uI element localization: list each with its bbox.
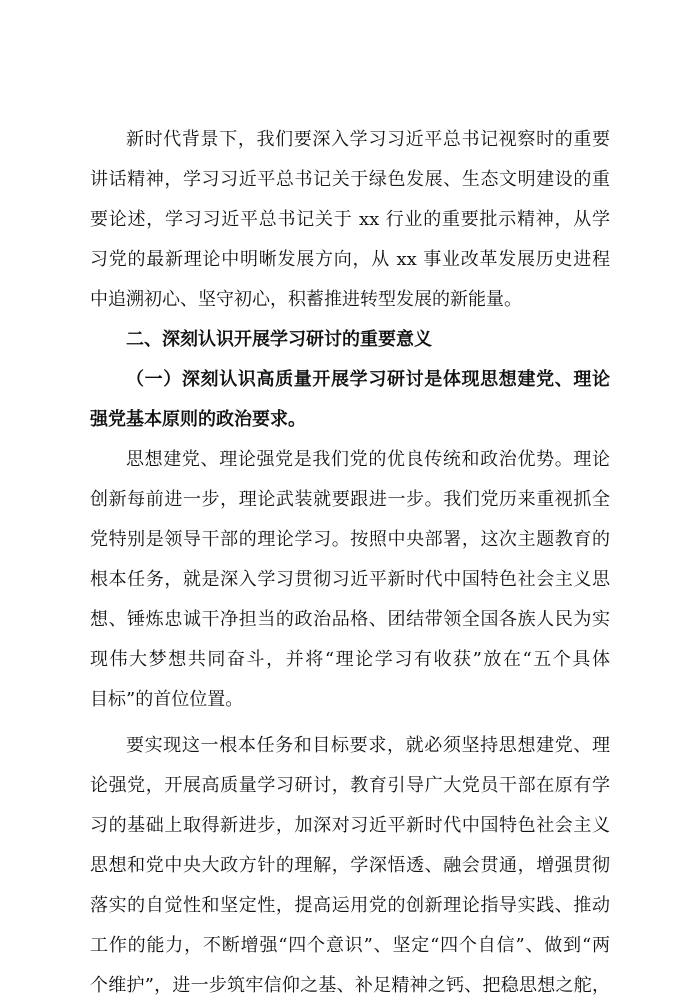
paragraph-line: 党特别是领导干部的理论学习。按照中央部署，这次主题教育的 [90,529,610,550]
paragraph-line: 创新每前进一步，理论武装就要跟进一步。我们党历来重视抓全 [90,489,610,510]
paragraph-line: 目标”的首位位置。 [90,689,244,710]
paragraph-line: 思想和党中央大政方针的理解，学深悟透、融会贯通，增强贯彻 [90,855,610,876]
paragraph-line: 要论述，学习习近平总书记关于 xx 行业的重要批示精神，从学 [90,209,610,230]
paragraph-line: 个维护”，进一步筑牢信仰之基、补足精神之钙、把稳思想之舵， [90,975,610,996]
document-body [90,120,610,1006]
paragraph-line: 落实的自觉性和坚定性，提高运用党的创新理论指导实践、推动 [90,895,610,916]
subsection-heading-line: 强党基本原则的政治要求。 [90,409,306,430]
paragraph-line: 中追溯初心、坚守初心，积蓄推进转型发展的新能量。 [90,289,522,310]
paragraph-line: 习党的最新理论中明晰发展方向，从 xx 事业改革发展历史进程 [90,249,610,270]
paragraph-line: 现伟大梦想共同奋斗，并将“理论学习有收获”放在“五个具体 [90,649,610,670]
section-heading: 二、深刻认识开展学习研讨的重要意义 [126,329,432,350]
subsection-heading-line: （一）深刻认识高质量开展学习研讨是体现思想建党、理论 [126,369,610,390]
paragraph-line: 要实现这一根本任务和目标要求，就必须坚持思想建党、理 [126,735,610,756]
paragraph-2 [90,440,610,720]
paragraph-line: 论强党，开展高质量学习研讨，教育引导广大党员干部在原有学 [90,775,610,796]
subsection-heading [90,360,610,440]
paragraph-line: 习的基础上取得新进步，加深对习近平新时代中国特色社会主义 [90,815,610,836]
paragraph-line: 根本任务，就是深入学习贯彻习近平新时代中国特色社会主义思 [90,569,610,590]
paragraph-line: 讲话精神，学习习近平总书记关于绿色发展、生态文明建设的重 [90,169,610,190]
paragraph-line: 新时代背景下，我们要深入学习习近平总书记视察时的重要 [126,129,610,150]
paragraph-1 [90,120,610,320]
paragraph-line: 想、锤炼忠诚干净担当的政治品格、团结带领全国各族人民为实 [90,609,610,630]
paragraph-line: 思想建党、理论强党是我们党的优良传统和政治优势。理论 [126,449,610,470]
paragraph-3 [90,726,610,1006]
paragraph-line: 工作的能力，不断增强“四个意识”、坚定“四个自信”、做到“两 [90,935,610,956]
